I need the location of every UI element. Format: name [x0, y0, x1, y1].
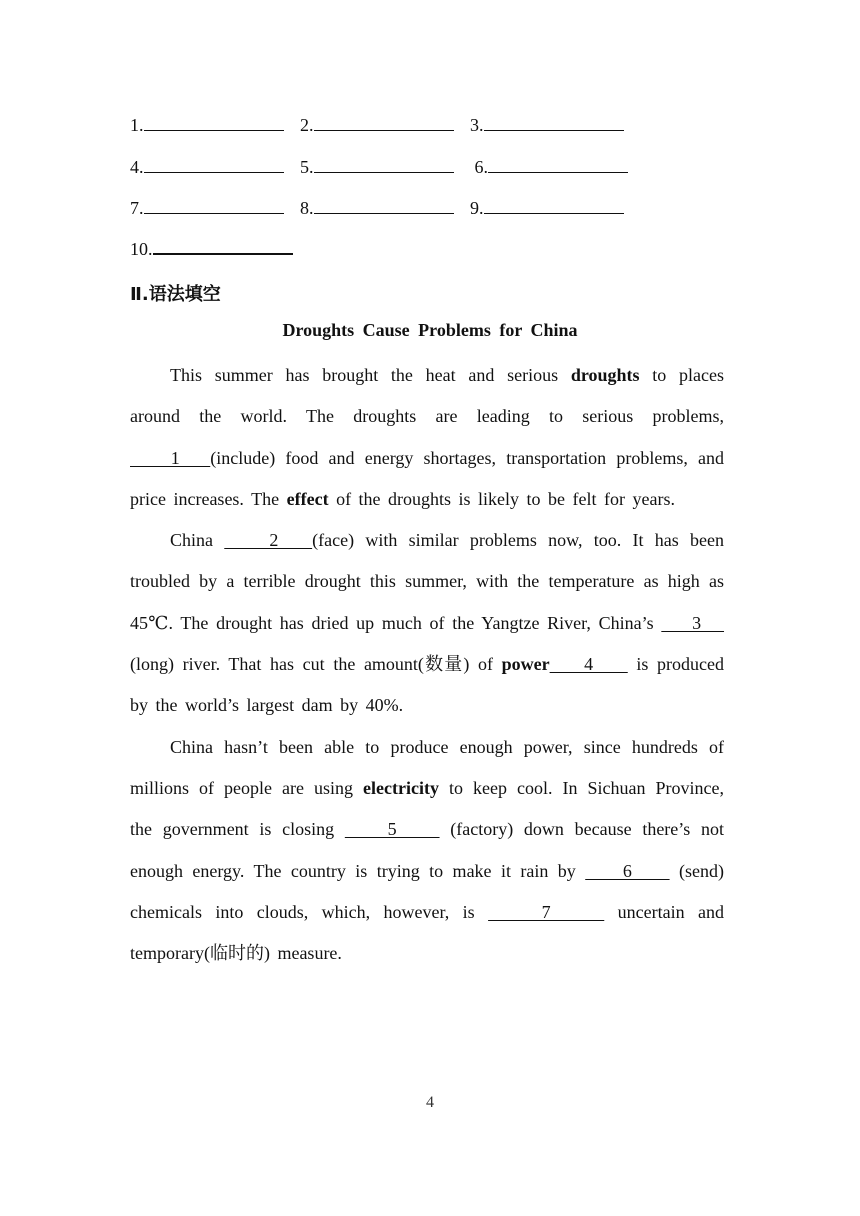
answer-item: [130, 115, 284, 136]
passage-text: is produced by the world’s largest dam by 40%.: [130, 654, 725, 716]
passage-text: (face) with similar problems now, too. It has been troubled by a terrible drought this summer, with the temperature as high as 45℃. The drought has dried up much of the Yangtze River, China’s: [130, 530, 725, 633]
answer-number: 3.: [470, 115, 484, 135]
answer-item: [300, 198, 454, 219]
passage-paragraph: [130, 355, 724, 520]
answer-item: [130, 157, 284, 178]
answer-blank: [314, 158, 454, 173]
answer-number: 2.: [300, 115, 314, 135]
passage-paragraph: [130, 520, 724, 726]
answer-item: [300, 115, 454, 136]
answer-blank: [144, 199, 284, 214]
fill-in-blank: 6: [585, 860, 670, 881]
bold-vocabulary: power: [501, 654, 550, 675]
fill-in-blank: 4: [549, 654, 628, 675]
section-heading: Ⅱ.语法填空: [130, 284, 221, 305]
answer-blank: [488, 158, 628, 173]
answer-number: 7.: [130, 198, 144, 218]
bold-vocabulary: droughts: [570, 365, 640, 385]
passage-text: to places around the world. The droughts are leading to serious problems,: [130, 365, 724, 427]
answer-number: 6.: [470, 157, 488, 177]
bold-vocabulary: electricity: [363, 777, 439, 798]
answer-blank: [153, 239, 293, 255]
fill-in-blank: 3: [661, 612, 725, 633]
answer-row-2: [130, 157, 628, 178]
passage-paragraph: [130, 727, 724, 975]
passage-body: [130, 355, 724, 974]
passage-text: (long) river. That has cut the amount(数量) of: [130, 654, 502, 675]
passage-text: This summer has brought the heat and serious: [170, 365, 571, 385]
answer-item: [470, 115, 624, 136]
answer-number: 8.: [300, 198, 314, 218]
fill-in-blank: 1: [130, 447, 211, 468]
passage-text: China hasn’t been able to produce enough power, since hundreds of millions of people are using: [130, 736, 724, 798]
passage-text: to keep cool. In Sichuan Province, the government is closing: [130, 777, 724, 840]
answer-blank: [144, 116, 284, 131]
passage-title: Droughts Cause Problems for China: [282, 320, 578, 340]
passage-text: (send) chemicals into clouds, which, however, is: [130, 860, 724, 922]
passage-text: (include) food and energy shortages, transportation problems, and price increases. The: [130, 447, 724, 509]
fill-in-blank: 2: [224, 530, 313, 551]
answer-item: [130, 198, 284, 219]
passage-text: (factory) down because there’s not enough energy. The country is trying to make it rain by: [130, 819, 725, 881]
bold-vocabulary: effect: [286, 488, 329, 509]
answer-blank: [314, 199, 454, 214]
passage-text: uncertain and temporary(临时的) measure.: [130, 901, 725, 964]
answer-number: 4.: [130, 157, 144, 177]
answer-item: [300, 157, 454, 178]
answer-number: 1.: [130, 115, 144, 135]
passage-text: of the droughts is likely to be felt for years.: [328, 488, 675, 509]
answer-item: [470, 198, 624, 219]
answer-row-1: [130, 115, 624, 136]
answer-blank: [484, 116, 624, 131]
answer-number: 5.: [300, 157, 314, 177]
answer-row-4: [130, 239, 293, 260]
answer-number: 9.: [470, 198, 484, 218]
answer-number: 10.: [130, 239, 153, 259]
fill-in-blank: 5: [344, 819, 440, 840]
answer-row-3: [130, 198, 624, 219]
answer-item: [130, 239, 293, 260]
answer-blank: [144, 158, 284, 173]
answer-blank: [314, 116, 454, 131]
page-number: 4: [426, 1094, 434, 1111]
answer-item: [470, 157, 628, 178]
passage-text: China: [170, 530, 225, 551]
answer-blank: [484, 199, 624, 214]
fill-in-blank: 7: [488, 901, 605, 922]
